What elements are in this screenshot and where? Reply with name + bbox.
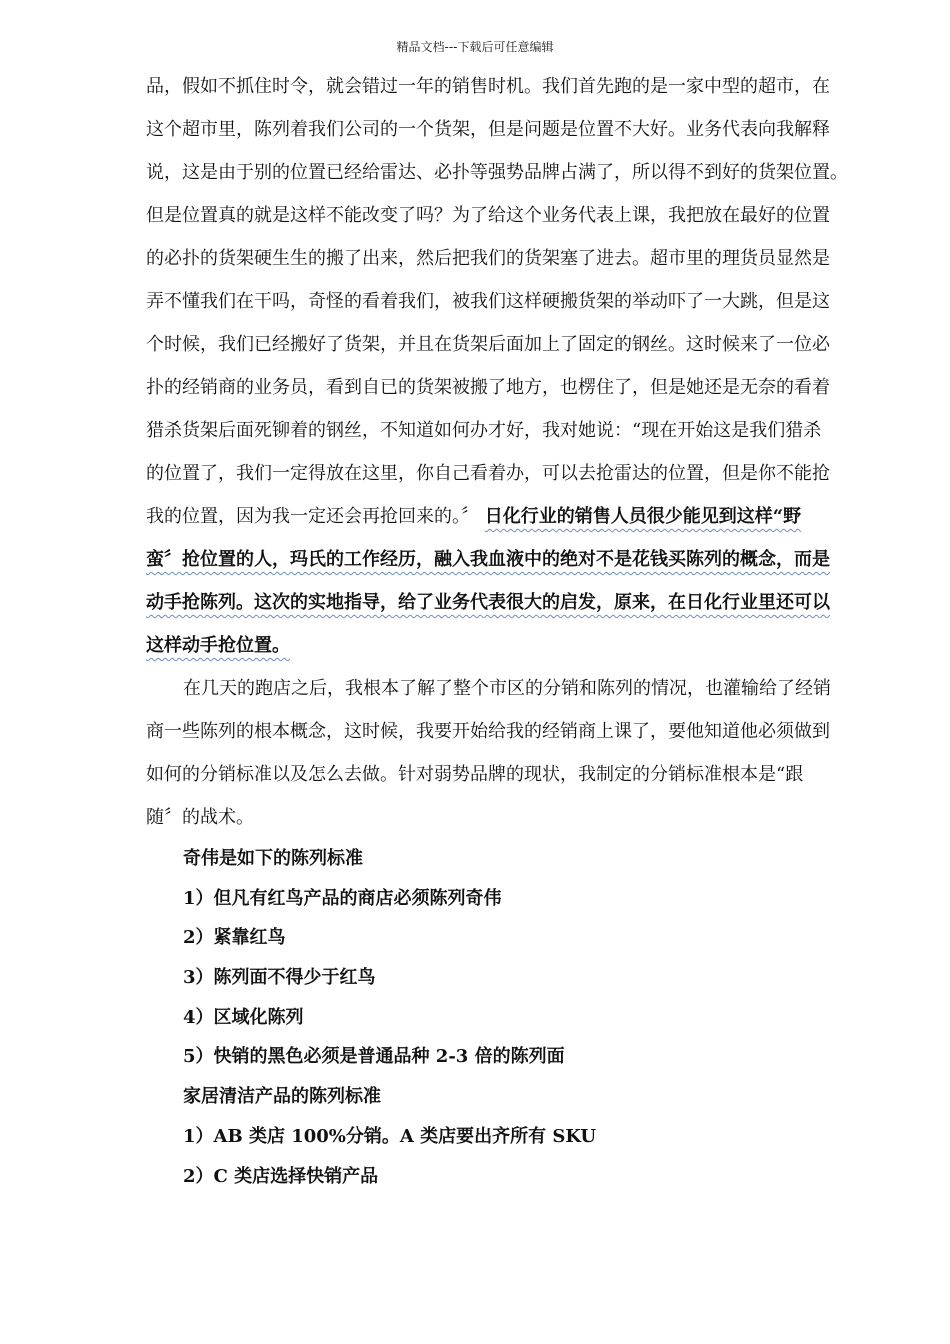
paragraph-line: 如何的分销标准以及怎么去做。针对弱势品牌的现状，我制定的分销标准根本是“跟 xyxy=(146,764,804,785)
list-item: 4）区域化陈列 xyxy=(183,1006,304,1028)
list-item: 1）AB 类店 100%分销。A 类店要出齐所有 SKU xyxy=(183,1125,597,1147)
emphasis-line xyxy=(146,624,876,667)
paragraph-line: 个时候，我们已经搬好了货架，并且在货架后面加上了固定的钢丝。这时候来了一位必 xyxy=(146,334,830,355)
list-item: 2）紧靠红鸟 xyxy=(183,927,286,949)
paragraph-line: 这个超市里，陈列着我们公司的一个货架，但是问题是位置不大好。业务代表向我解释 xyxy=(146,119,830,140)
paragraph-line: 品，假如不抓住时令，就会错过一年的销售时机。我们首先跑的是一家中型的超市，在 xyxy=(146,76,830,97)
emphasis-line xyxy=(146,581,876,624)
list-item: 2）C 类店选择快销产品 xyxy=(183,1165,379,1187)
emphasis-text: 这样动手抢位置。 xyxy=(146,635,290,656)
paragraph-line: 猎杀货架后面死铆着的钢丝，不知道如何办才好，我对她说：“现在开始这是我们猎杀 xyxy=(146,420,822,441)
paragraph-line: 但是位置真的就是这样不能改变了吗？为了给这个业务代表上课，我把放在最好的位置 xyxy=(146,205,830,226)
paragraph-line: 随〞的战术。 xyxy=(146,807,254,828)
paragraph-line: 商一些陈列的根本概念，这时候，我要开始给我的经销商上课了，要他知道他必须做到 xyxy=(146,721,830,742)
emphasis-text: 动手抢陈列。这次的实地指导，给了业务代表很大的启发，原来，在日化行业里还可以 xyxy=(146,592,830,613)
list-item: 3）陈列面不得少于红鸟 xyxy=(183,967,376,989)
paragraph-line: 的位置了，我们一定得放在这里，你自己看着办，可以去抢雷达的位置，但是你不能抢 xyxy=(146,463,830,484)
paragraph-line xyxy=(146,495,876,538)
emphasis-text: 日化行业的销售人员很少能见到这样“野 xyxy=(484,506,802,527)
paragraph-line: 在几天的跑店之后，我根本了解了整个市区的分销和陈列的情况，也灌输给了经销 xyxy=(183,678,831,699)
paragraph-line: 扑的经销商的业务员，看到自已的货架被搬了地方，也楞住了，但是她还是无奈的看着 xyxy=(146,377,830,398)
document-body xyxy=(146,65,876,1196)
paragraph-line: 的必扑的货架硬生生的搬了出来，然后把我们的货架塞了进去。超市里的理货员显然是 xyxy=(146,248,830,269)
list-item: 1）但凡有红鸟产品的商店必须陈列奇伟 xyxy=(183,887,502,909)
emphasis-line xyxy=(146,538,876,581)
list-item: 5）快销的黑色必须是普通品种 2-3 倍的陈列面 xyxy=(183,1046,565,1068)
paragraph-line: 说，这是由于别的位置已经给雷达、必扑等强势品牌占满了，所以得不到好的货架位置。 xyxy=(146,162,848,183)
emphasis-text: 蛮〞抢位置的人，玛氏的工作经历，融入我血液中的绝对不是花钱买陈列的概念，而是 xyxy=(146,549,830,570)
list-title: 家居清洁产品的陈列标准 xyxy=(183,1086,381,1108)
page-header: 精品文档---下载后可任意编辑 xyxy=(396,40,554,54)
list-title: 奇伟是如下的陈列标准 xyxy=(183,848,363,869)
paragraph-line: 弄不懂我们在干吗，奇怪的看着我们，被我们这样硬搬货架的举动吓了一大跳，但是这 xyxy=(146,291,830,312)
quote-end-text: 我的位置，因为我一定还会再抢回来的。〞 xyxy=(146,506,479,527)
